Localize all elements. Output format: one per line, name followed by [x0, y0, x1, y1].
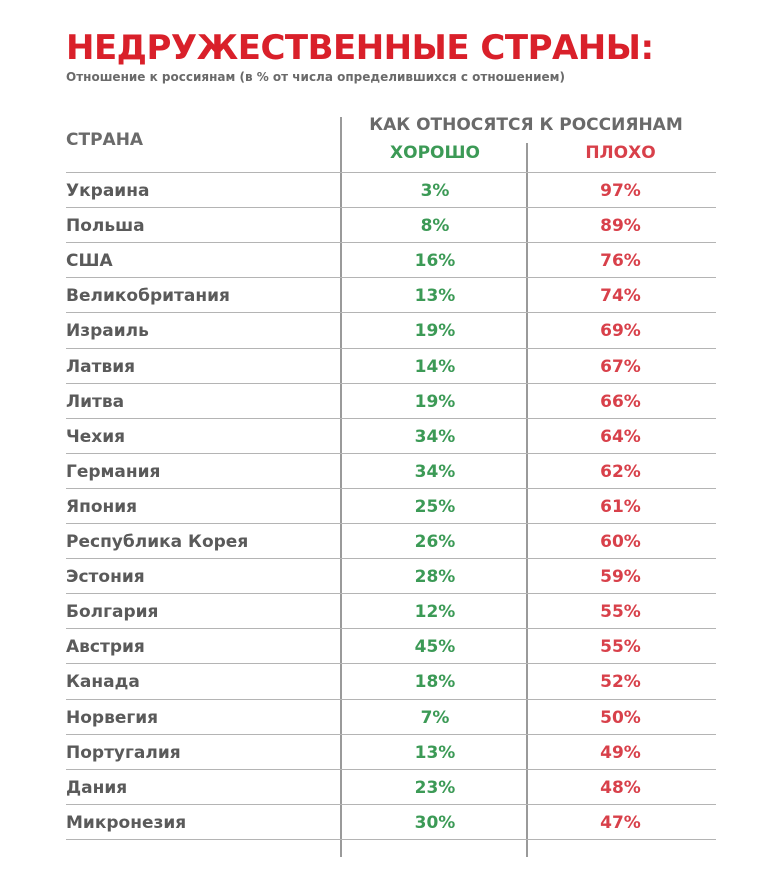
bad-value: 69% — [600, 321, 641, 342]
row-divider — [66, 242, 716, 243]
row-divider — [66, 699, 716, 700]
row-divider — [66, 312, 716, 313]
row-divider — [66, 207, 716, 208]
bad-value: 74% — [600, 286, 641, 307]
page-subtitle: Отношение к россиянам (в % от числа определившихся с отношением) — [66, 70, 565, 84]
country-label: Украина — [66, 181, 150, 201]
country-label: Япония — [66, 496, 138, 517]
row-divider — [66, 418, 716, 419]
country-label: Эстония — [66, 567, 145, 588]
country-label: Болгария — [66, 602, 159, 623]
bad-value: 55% — [600, 637, 641, 658]
row-divider — [66, 383, 716, 384]
good-value: 19% — [414, 321, 456, 342]
bad-value: 47% — [600, 812, 641, 833]
row-divider — [66, 593, 716, 594]
row-divider — [66, 769, 716, 770]
column-header-good: ХОРОШО — [390, 143, 480, 163]
bad-value: 62% — [600, 461, 641, 482]
country-label: Канада — [66, 672, 140, 693]
country-label: Литва — [66, 391, 125, 412]
good-value: 3% — [420, 181, 450, 201]
country-label: Португалия — [66, 742, 181, 763]
good-value: 13% — [414, 742, 456, 763]
bad-value: 64% — [600, 426, 641, 447]
good-value: 8% — [420, 216, 450, 237]
country-label: Дания — [66, 777, 128, 798]
row-divider — [66, 734, 716, 735]
bad-value: 67% — [600, 356, 641, 377]
row-divider — [66, 804, 716, 805]
good-value: 45% — [414, 637, 456, 658]
column-header-bad: ПЛОХО — [585, 143, 656, 163]
good-value: 34% — [414, 426, 456, 447]
bad-value: 89% — [600, 216, 641, 237]
country-label: Израиль — [66, 321, 149, 342]
row-divider — [66, 628, 716, 629]
row-divider — [66, 488, 716, 489]
row-divider — [66, 453, 716, 454]
good-value: 26% — [414, 532, 456, 552]
row-divider — [66, 558, 716, 559]
row-divider — [66, 839, 716, 840]
good-value: 28% — [414, 567, 456, 588]
country-label: Норвегия — [66, 707, 159, 728]
row-divider — [66, 348, 716, 349]
bad-value: 66% — [600, 391, 641, 412]
country-label: Великобритания — [66, 286, 230, 307]
bad-value: 59% — [600, 567, 641, 588]
good-value: 30% — [414, 812, 456, 833]
column-group-header: КАК ОТНОСЯТСЯ К РОССИЯНАМ — [369, 115, 683, 135]
good-value: 25% — [414, 496, 456, 517]
bad-value: 76% — [600, 251, 641, 272]
good-value: 19% — [414, 391, 456, 412]
country-label: США — [66, 251, 113, 272]
bad-value: 55% — [600, 602, 641, 623]
bad-value: 97% — [600, 181, 641, 201]
good-value: 18% — [414, 672, 456, 693]
bad-value: 60% — [600, 532, 641, 552]
good-value: 14% — [414, 356, 456, 377]
column-header-country: СТРАНА — [66, 130, 144, 150]
row-divider — [66, 277, 716, 278]
header-divider — [66, 172, 716, 173]
row-divider — [66, 523, 716, 524]
country-label: Германия — [66, 461, 161, 482]
good-value: 13% — [414, 286, 456, 307]
country-label: Республика Корея — [66, 532, 249, 552]
page-title: НЕДРУЖЕСТВЕННЫЕ СТРАНЫ: — [66, 28, 654, 68]
country-label: Польша — [66, 216, 145, 237]
row-divider — [66, 663, 716, 664]
good-value: 7% — [420, 707, 450, 728]
bad-value: 52% — [600, 672, 641, 693]
good-value: 12% — [414, 602, 456, 623]
country-label: Австрия — [66, 637, 145, 658]
bad-value: 49% — [600, 742, 641, 763]
bad-value: 61% — [600, 496, 641, 517]
country-label: Чехия — [66, 426, 126, 447]
country-label: Микронезия — [66, 812, 187, 833]
good-value: 16% — [414, 251, 456, 272]
good-value: 34% — [414, 461, 456, 482]
bad-value: 50% — [600, 707, 641, 728]
bad-value: 48% — [600, 777, 641, 798]
country-label: Латвия — [66, 356, 136, 377]
good-value: 23% — [414, 777, 456, 798]
